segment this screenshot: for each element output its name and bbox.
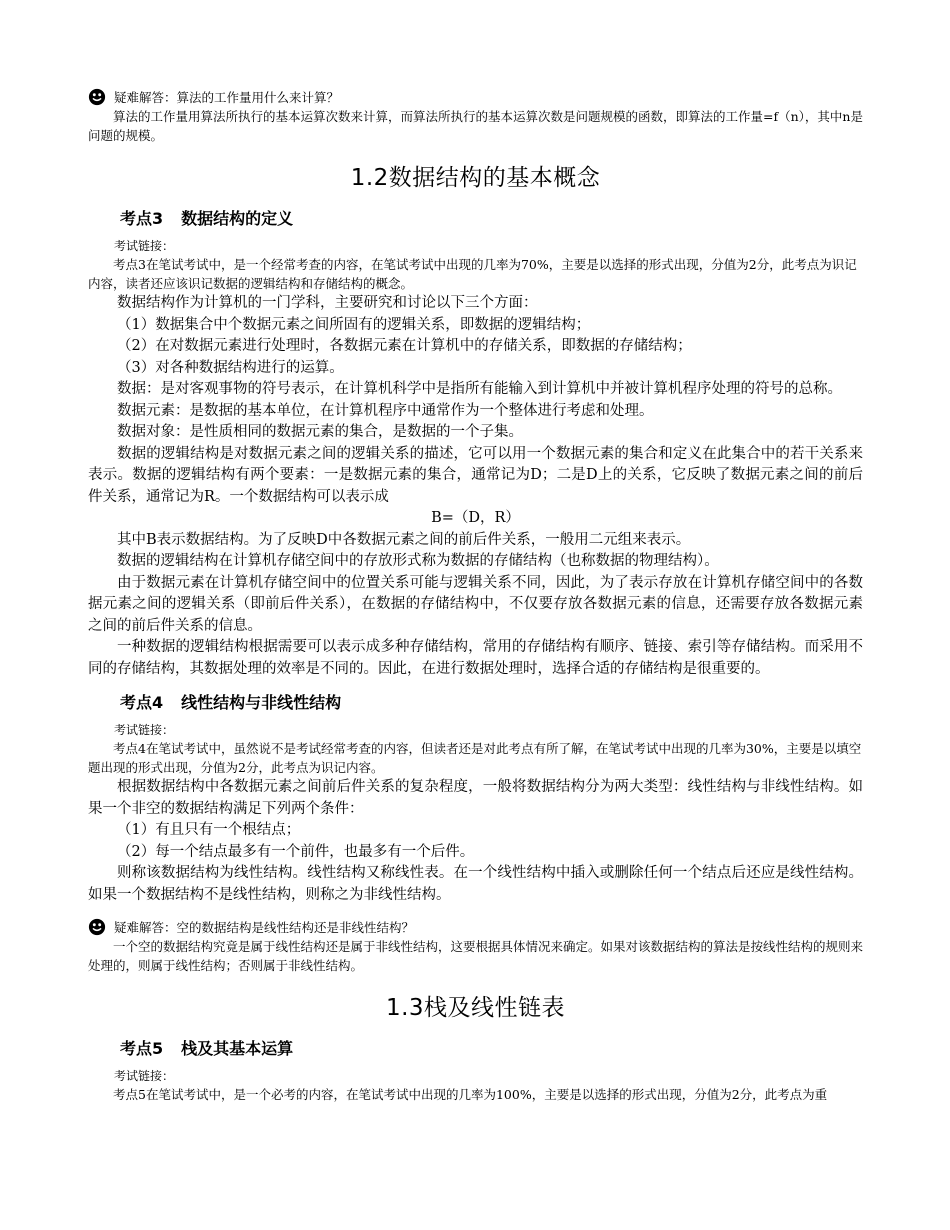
kaodian-number: 考点5 (120, 1039, 164, 1058)
kaodian-number: 考点3 (120, 209, 164, 228)
list-item: （1）数据集合中个数据元素之间所固有的逻辑关系，即数据的逻辑结构； (117, 316, 591, 333)
list-item: （1）有且只有一个根结点； (117, 822, 301, 838)
kaodian-title: 栈及其基本运算 (181, 1039, 294, 1058)
exam-link-label: 考试链接： (114, 1069, 175, 1083)
tip-answer: 算法的工作量用算法所执行的基本运算次数来计算，而算法所执行的基本运算次数是问题规模的函数，即算法的工作量=f（n），其中n是问题的规模。 (88, 109, 863, 143)
tip-question: 疑难解答：空的数据结构是线性结构还是非线性结构？ (114, 920, 415, 935)
kaodian-title: 线性结构与非线性结构 (181, 693, 342, 712)
paragraph: 根据数据结构中各数据元素之间前后件关系的复杂程度，一般将数据结构分为两大类型：线性结构与非线性结构。如果一个非空的数据结构满足下列两个条件： (88, 779, 863, 817)
smiley-icon (88, 918, 106, 936)
paragraph: 其中B表示数据结构。为了反映D中各数据元素之间的前后件关系，一般用二元组来表示。 (117, 531, 691, 548)
paragraph: 则称该数据结构为线性结构。线性结构又称线性表。在一个线性结构中插入或删除任何一个结点后还应是线性结构。如果一个数据结构不是线性结构，则称之为非线性结构。 (88, 865, 863, 903)
list-item: （2）每一个结点最多有一个前件，也最多有一个后件。 (117, 843, 475, 860)
smiley-icon (88, 88, 106, 106)
paragraph: 数据元素：是数据的基本单位，在计算机程序中通常作为一个整体进行考虑和处理。 (117, 402, 654, 419)
tip-answer: 一个空的数据结构究竟是属于线性结构还是属于非线性结构，这要根据具体情况来确定。如果对该数据结构的算法是按线性结构的规则来处理的，则属于线性结构；否则属于非线性结构。 (88, 939, 864, 973)
tip-question: 疑难解答：算法的工作量用什么来计算？ (114, 90, 340, 105)
paragraph: 数据的逻辑结构在计算机存储空间中的存放形式称为数据的存储结构（也称数据的物理结构）。 (117, 553, 719, 569)
exam-link-label: 考试链接： (114, 239, 175, 253)
section-title: 1.2数据结构的基本概念 (350, 165, 601, 191)
list-item: （3）对各种数据结构进行的运算。 (117, 359, 344, 376)
section-title: 1.3栈及线性链表 (385, 995, 566, 1021)
kaodian-title: 数据结构的定义 (181, 209, 294, 228)
tip-block (88, 918, 863, 937)
exam-link-text: 考点4在笔试考试中，虽然说不是考试经常考查的内容，但读者还是对此考点有所了解，在笔试考试中出现的几率为30%，主要是以填空题出现的形式出现，分值为2分，此考点为识记内容。 (88, 741, 862, 775)
paragraph: 数据的逻辑结构是对数据元素之间的逻辑关系的描述，它可以用一个数据元素的集合和定义在此集合中的若干关系来表示。数据的逻辑结构有两个要素：一是数据元素的集合，通常记为D；二是D上的关系，它反映了数据元素之间的前后件关系，通常记为R。一个数据结构可以表示成 (88, 445, 863, 505)
kaodian-heading (120, 206, 863, 229)
paragraph: 由于数据元素在计算机存储空间中的位置关系可能与逻辑关系不同，因此，为了表示存放在计算机存储空间中的各数据元素之间的逻辑关系（即前后件关系），在数据的存储结构中，不仅要存放各数据元素的信息，还需要存放各数据元素之间的前后件关系的信息。 (88, 574, 863, 634)
paragraph: 数据：是对客观事物的符号表示，在计算机科学中是指所有能输入到计算机中并被计算机程序处理的符号的总称。 (117, 381, 842, 397)
paragraph: 一种数据的逻辑结构根据需要可以表示成多种存储结构，常用的存储结构有顺序、链接、索引等存储结构。而采用不同的存储结构，其数据处理的效率是不同的。因此，在进行数据处理时，选择合适的存储结构是很重要的。 (88, 639, 863, 677)
kaodian-heading (120, 1036, 863, 1059)
paragraph: 数据结构作为计算机的一门学科，主要研究和讨论以下三个方面： (117, 295, 538, 311)
paragraph: 数据对象：是性质相同的数据元素的集合，是数据的一个子集。 (117, 424, 523, 440)
document-page (88, 88, 863, 1104)
kaodian-heading (120, 690, 863, 713)
exam-link-text: 考点5在笔试考试中，是一个必考的内容，在笔试考试中出现的几率为100%，主要是以选择的形式出现，分值为2分，此考点为重 (113, 1087, 828, 1102)
list-item: （2）在对数据元素进行处理时，各数据元素在计算机中的存储关系，即数据的存储结构； (117, 338, 692, 354)
formula: B=（D，R） (431, 510, 520, 526)
tip-block (88, 88, 863, 107)
kaodian-number: 考点4 (120, 693, 164, 712)
exam-link-label: 考试链接： (114, 723, 175, 737)
exam-link-text: 考点3在笔试考试中，是一个经常考查的内容，在笔试考试中出现的几率为70%，主要是以选择的形式出现，分值为2分，此考点为识记内容，读者还应该识记数据的逻辑结构和存储结构的概念。 (88, 257, 857, 291)
